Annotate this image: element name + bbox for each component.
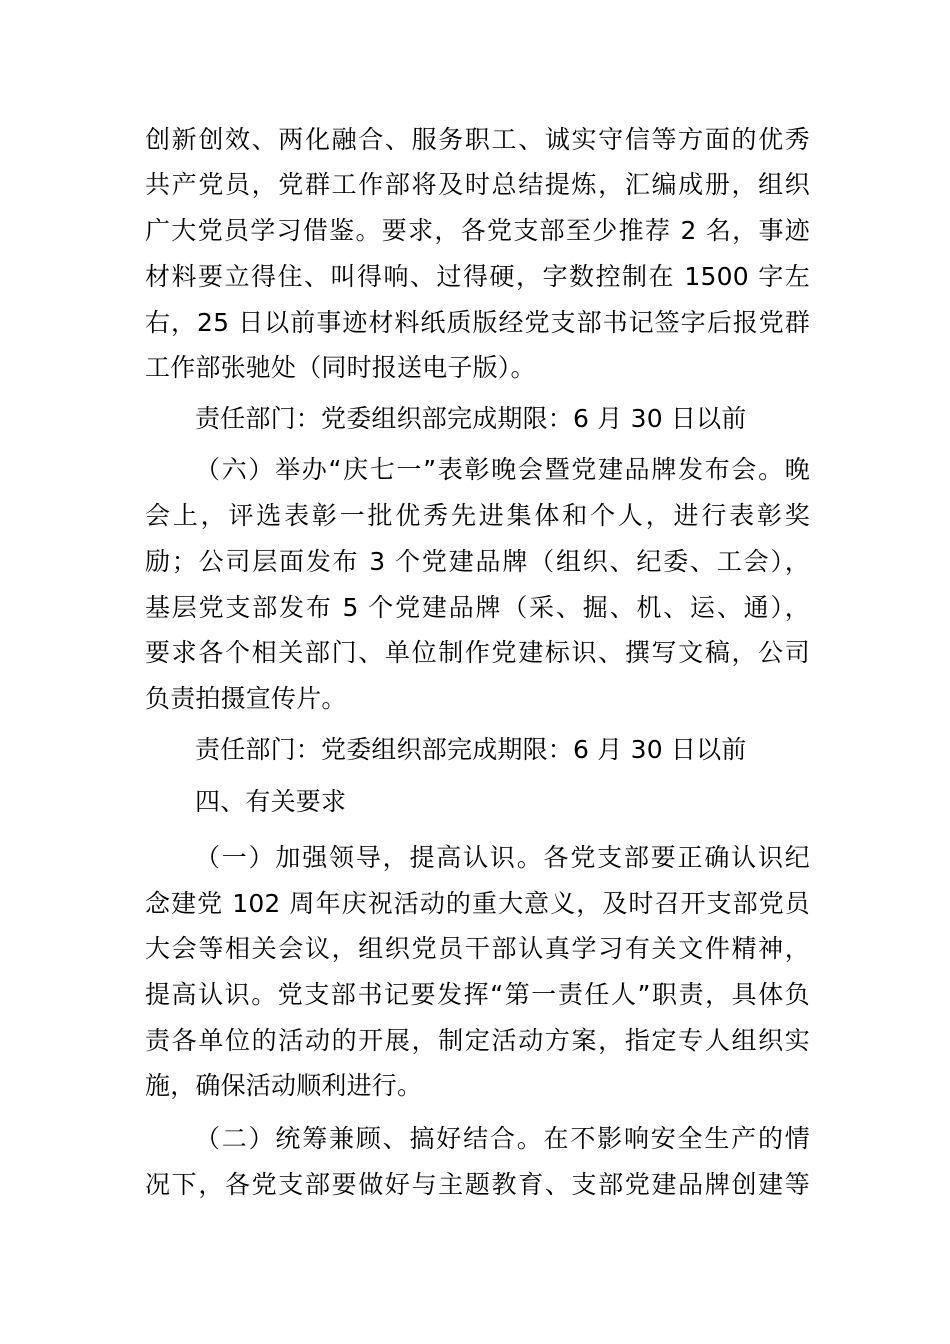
body-text-line: 要求各个相关部门、单位制作党建标识、撰写文稿，公司 [145, 638, 810, 667]
section-heading: 四、有关要求 [195, 787, 347, 816]
body-text-line: 材料要立得住、叫得响、过得硬，字数控制在 1500 字左 [145, 262, 810, 291]
body-text-line: 大会等相关会议，组织党员干部认真学习有关文件精神， [145, 934, 810, 963]
body-text-line: 念建党 102 周年庆祝活动的重大意义，及时召开支部党员 [145, 889, 810, 918]
responsibility-line: 责任部门：党委组织部完成期限：6 月 30 日以前 [195, 735, 747, 764]
body-text-line: 励；公司层面发布 3 个党建品牌（组织、纪委、工会）， [145, 547, 810, 576]
body-text-line: 工作部张驰处（同时报送电子版）。 [145, 353, 536, 382]
body-text-line: 施，确保活动顺利进行。 [145, 1071, 423, 1100]
body-text-line: 创新创效、两化融合、服务职工、诚实守信等方面的优秀 [145, 125, 810, 154]
body-text-line: 基层党支部发布 5 个党建品牌（采、掘、机、运、通）， [145, 593, 810, 622]
body-text-line: 右，25 日以前事迹材料纸质版经党支部书记签字后报党群 [145, 308, 810, 337]
section-heading-line: （六）举办“庆七一”表彰晚会暨党建品牌发布会。晚 [195, 455, 810, 484]
body-text-line: 负责拍摄宣传片。 [145, 684, 347, 713]
body-text-line: 广大党员学习借鉴。要求，各党支部至少推荐 2 名，事迹 [145, 216, 810, 245]
responsibility-line: 责任部门：党委组织部完成期限：6 月 30 日以前 [195, 404, 747, 433]
body-text-line: 况下，各党支部要做好与主题教育、支部党建品牌创建等 [145, 1170, 810, 1199]
section-heading-line: （二）统筹兼顾、搞好结合。在不影响安全生产的情 [195, 1124, 810, 1153]
section-heading-line: （一）加强领导，提高认识。各党支部要正确认识纪 [195, 843, 810, 872]
body-text-line: 会上，评选表彰一批优秀先进集体和个人，进行表彰奖 [145, 501, 810, 530]
body-text-line: 提高认识。党支部书记要发挥“第一责任人”职责，具体负 [145, 980, 810, 1009]
body-text-line: 共产党员，党群工作部将及时总结提炼，汇编成册，组织 [145, 170, 810, 199]
body-text-line: 责各单位的活动的开展，制定活动方案，指定专人组织实 [145, 1026, 810, 1055]
